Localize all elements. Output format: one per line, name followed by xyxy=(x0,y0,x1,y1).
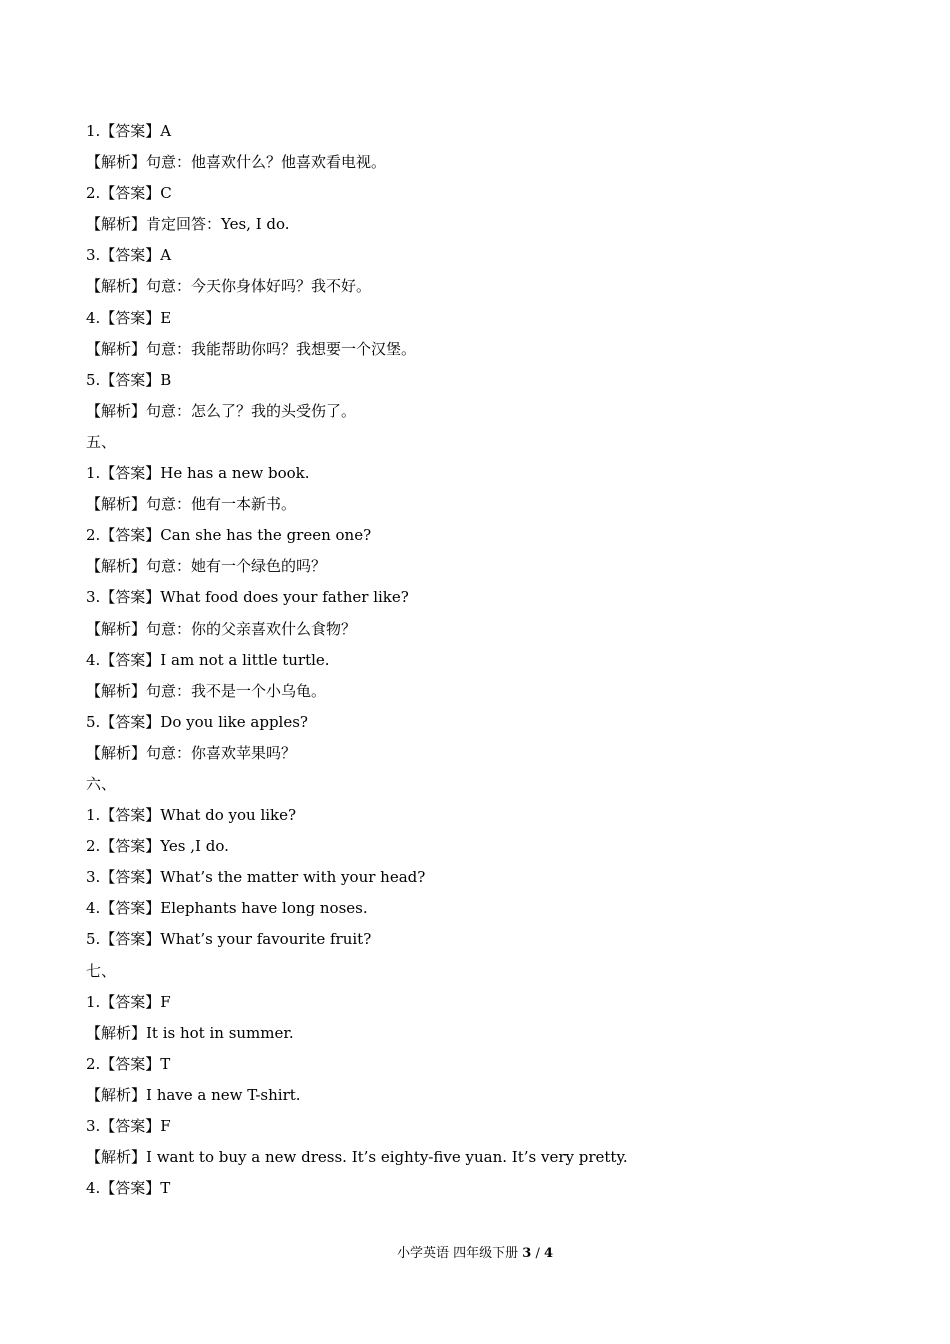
answer-line: 1.【答案】F xyxy=(86,992,171,1011)
explanation-line: 【解析】句意：今天你身体好吗？我不好。 xyxy=(86,277,372,296)
explanation-line: 【解析】句意：你的父亲喜欢什么食物？ xyxy=(86,619,357,638)
section-heading: 七、 xyxy=(86,961,117,980)
answer-line: 5.【答案】B xyxy=(86,370,172,389)
explanation-line: 【解析】肯定回答：Yes, I do. xyxy=(86,215,290,234)
footer-page-number: 3 xyxy=(522,1246,532,1261)
answer-line: 3.【答案】A xyxy=(86,246,172,265)
explanation-line: 【解析】句意：他喜欢什么？他喜欢看电视。 xyxy=(86,153,387,172)
explanation-line: 【解析】It is hot in summer. xyxy=(86,1023,294,1042)
explanation-line: 【解析】I have a new T-shirt. xyxy=(86,1085,301,1104)
explanation-line: 【解析】句意：她有一个绿色的吗？ xyxy=(86,557,327,576)
answer-line: 4.【答案】E xyxy=(86,308,172,327)
answer-line: 3.【答案】What’s the matter with your head? xyxy=(86,868,426,887)
section-heading: 五、 xyxy=(86,432,117,451)
answer-line: 2.【答案】Yes ,I do. xyxy=(86,837,229,856)
explanation-line: 【解析】句意：怎么了？我的头受伤了。 xyxy=(86,401,357,420)
footer-course-title: 小学英语 四年级下册 xyxy=(396,1246,519,1261)
answer-line: 3.【答案】What food does your father like? xyxy=(86,588,409,607)
answer-line: 4.【答案】I am not a little turtle. xyxy=(86,650,330,669)
answer-line: 5.【答案】Do you like apples? xyxy=(86,712,308,731)
explanation-line: 【解析】I want to buy a new dress. It’s eighty-five yuan. It’s very pretty. xyxy=(86,1148,628,1167)
explanation-line: 【解析】句意：你喜欢苹果吗？ xyxy=(86,743,297,762)
answer-line: 2.【答案】C xyxy=(86,184,172,203)
answer-line: 3.【答案】F xyxy=(86,1117,171,1135)
answer-line: 1.【答案】A xyxy=(86,122,172,140)
answer-line: 1.【答案】What do you like? xyxy=(86,806,297,825)
answer-line: 4.【答案】Elephants have long noses. xyxy=(86,899,368,918)
section-heading: 六、 xyxy=(86,774,117,793)
answer-line: 1.【答案】He has a new book. xyxy=(86,464,310,483)
explanation-line: 【解析】句意：我不是一个小乌龟。 xyxy=(86,681,327,700)
answer-line: 5.【答案】What’s your favourite fruit? xyxy=(86,930,372,949)
answer-line: 4.【答案】T xyxy=(86,1179,171,1198)
explanation-line: 【解析】句意：他有一本新书。 xyxy=(86,495,297,514)
footer-total-pages: 4 xyxy=(543,1246,554,1261)
explanation-line: 【解析】句意：我能帮助你吗？我想要一个汉堡。 xyxy=(86,339,417,358)
answer-key-body xyxy=(86,116,866,1204)
footer-page-separator: / xyxy=(535,1246,540,1261)
answer-line: 2.【答案】T xyxy=(86,1054,171,1073)
page-footer xyxy=(0,1244,950,1264)
answer-line: 2.【答案】Can she has the green one? xyxy=(86,526,372,545)
